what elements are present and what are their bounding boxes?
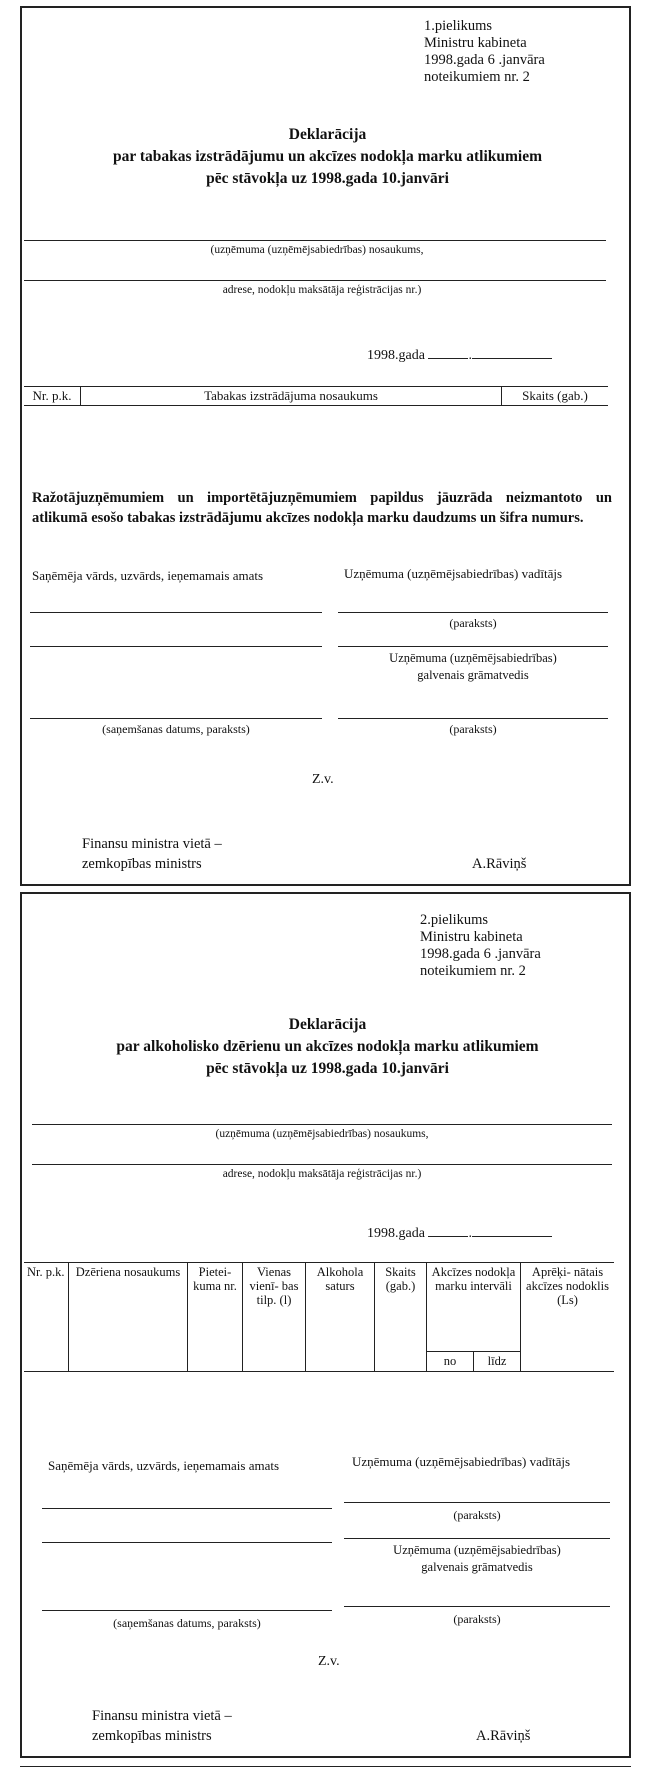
declaration-date: 1998.gada . <box>367 348 552 364</box>
footer-line: zemkopības ministrs <box>82 856 202 872</box>
col-drink-name: Dzēriena nosaukums <box>69 1263 188 1372</box>
footer-line: zemkopības ministrs <box>92 1728 212 1744</box>
receiver-line-1[interactable] <box>30 612 322 613</box>
manager-label: Uzņēmuma (uzņēmējsabiedrības) vadītājs <box>352 1454 571 1469</box>
title-line: Deklarācija <box>288 1016 367 1033</box>
appendix-2-reference <box>420 912 541 980</box>
accountant-label <box>338 650 608 684</box>
col-alcohol-content: Alkohola saturs <box>306 1263 375 1372</box>
issuer-label: Ministru kabineta <box>420 929 523 945</box>
title-line: par alkoholisko dzērienu un akcīzes nodokļa marku atlikumiem <box>116 1038 539 1055</box>
appendix-2-title <box>22 1014 633 1080</box>
date-prefix: 1998.gada <box>367 348 425 363</box>
col-quantity: Skaits (gab.) <box>502 387 609 406</box>
date-day-blank[interactable] <box>428 358 468 359</box>
footer-signatory-title <box>82 834 222 874</box>
accountant-signature-caption: (paraksts) <box>449 722 497 736</box>
col-stamp-intervals: Akcīzes nodokļa marku intervāli <box>427 1263 521 1352</box>
manager-label: Uzņēmuma (uzņēmējsabiedrības) vadītājs <box>344 566 563 581</box>
seal-placeholder: Z.v. <box>312 772 334 787</box>
producers-note: Ražotājuzņēmumiem un importētājuzņēmumiem papildus jāuzrāda neizmantoto un atlikumā esošo tabakas izstrādājumu akcīzes nodokļa marku daudzums un šifra numurs. <box>32 490 612 526</box>
accountant-signature-line[interactable] <box>344 1606 610 1607</box>
accountant-label-line: Uzņēmuma (uzņēmējsabiedrības) <box>389 651 557 665</box>
footer-signatory-name: A.Rāviņš <box>472 856 527 872</box>
receiver-date-line[interactable] <box>30 718 322 719</box>
col-calculated-tax: Aprēķi- nātais akcīzes nodoklis (Ls) <box>521 1263 615 1372</box>
accountant-signature-line[interactable] <box>338 718 608 719</box>
receiver-line-2[interactable] <box>42 1542 332 1543</box>
table-header-row <box>24 387 608 406</box>
appendix-label: 2.pielikums <box>420 912 489 928</box>
appendix-2-page <box>20 892 631 1758</box>
regulation-date: 1998.gada 6 .janvāra <box>420 946 541 962</box>
company-name-line[interactable] <box>32 1124 612 1125</box>
company-address-line[interactable] <box>24 280 606 281</box>
tobacco-table <box>24 386 608 406</box>
appendix-1-page <box>20 6 631 886</box>
receiver-label: Saņēmēja vārds, uzvārds, ieņemamais amats <box>48 1458 280 1473</box>
accountant-label-line: galvenais grāmatvedis <box>417 668 529 682</box>
accountant-top-line <box>344 1538 610 1539</box>
col-product-name: Tabakas izstrādājuma nosaukums <box>81 387 502 406</box>
col-interval-to: līdz <box>474 1352 521 1372</box>
appendix-1-reference <box>424 18 545 86</box>
col-number: Nr. p.k. <box>24 1263 69 1372</box>
footer-signatory-name: A.Rāviņš <box>476 1728 531 1744</box>
title-line: par tabakas izstrādājumu un akcīzes nodokļa marku atlikumiem <box>112 148 543 165</box>
title-line: pēc stāvokļa uz 1998.gada 10.janvāri <box>206 1060 449 1077</box>
receiver-date-caption: (saņemšanas datums, paraksts) <box>102 722 250 736</box>
accountant-top-line <box>338 646 608 647</box>
accountant-label-line: Uzņēmuma (uzņēmējsabiedrības) <box>393 1543 561 1557</box>
accountant-label-line: galvenais grāmatvedis <box>421 1560 533 1574</box>
col-application-number: Pietei- kuma nr. <box>188 1263 243 1372</box>
title-line: pēc stāvokļa uz 1998.gada 10.janvāri <box>206 170 449 187</box>
table-header-row <box>24 1263 614 1352</box>
company-name-caption: (uzņēmuma (uzņēmējsabiedrības) nosaukums, <box>210 244 424 256</box>
manager-signature-line[interactable] <box>344 1502 610 1503</box>
accountant-signature-caption: (paraksts) <box>453 1612 501 1626</box>
receiver-line-1[interactable] <box>42 1508 332 1509</box>
company-name-line[interactable] <box>24 240 606 241</box>
receiver-date-caption: (saņemšanas datums, paraksts) <box>113 1616 261 1630</box>
seal-placeholder: Z.v. <box>318 1654 340 1669</box>
date-day-blank[interactable] <box>428 1236 468 1237</box>
manager-signature-line[interactable] <box>338 612 608 613</box>
bottom-rule <box>20 1766 631 1767</box>
alcohol-table <box>24 1262 614 1372</box>
date-month-blank[interactable] <box>472 358 552 359</box>
manager-signature-caption: (paraksts) <box>449 616 497 630</box>
appendix-1-title <box>22 124 633 190</box>
receiver-line-2[interactable] <box>30 646 322 647</box>
company-name-caption: (uzņēmuma (uzņēmējsabiedrības) nosaukums, <box>215 1128 429 1140</box>
accountant-label <box>344 1542 610 1576</box>
appendix-label: 1.pielikums <box>424 18 493 34</box>
company-address-line[interactable] <box>32 1164 612 1165</box>
footer-line: Finansu ministra vietā – <box>82 836 222 852</box>
col-quantity: Skaits (gab.) <box>375 1263 427 1372</box>
date-prefix: 1998.gada <box>367 1226 425 1241</box>
col-number: Nr. p.k. <box>24 387 81 406</box>
manager-signature-caption: (paraksts) <box>453 1508 501 1522</box>
company-address-caption: adrese, nodokļu maksātāja reģistrācijas nr.) <box>222 1168 422 1180</box>
regulation-number: noteikumiem nr. 2 <box>424 69 530 85</box>
issuer-label: Ministru kabineta <box>424 35 527 51</box>
receiver-date-line[interactable] <box>42 1610 332 1611</box>
date-month-blank[interactable] <box>472 1236 552 1237</box>
regulation-date: 1998.gada 6 .janvāra <box>424 52 545 68</box>
company-address-caption: adrese, nodokļu maksātāja reģistrācijas nr.) <box>222 284 422 296</box>
footer-signatory-title <box>92 1706 232 1746</box>
footer-line: Finansu ministra vietā – <box>92 1708 232 1724</box>
receiver-label: Saņēmēja vārds, uzvārds, ieņemamais amats <box>32 568 264 583</box>
col-interval-from: no <box>427 1352 474 1372</box>
declaration-date: 1998.gada . <box>367 1226 552 1242</box>
col-unit-volume: Vienas vienī- bas tilp. (l) <box>243 1263 306 1372</box>
title-line: Deklarācija <box>288 126 367 143</box>
regulation-number: noteikumiem nr. 2 <box>420 963 526 979</box>
